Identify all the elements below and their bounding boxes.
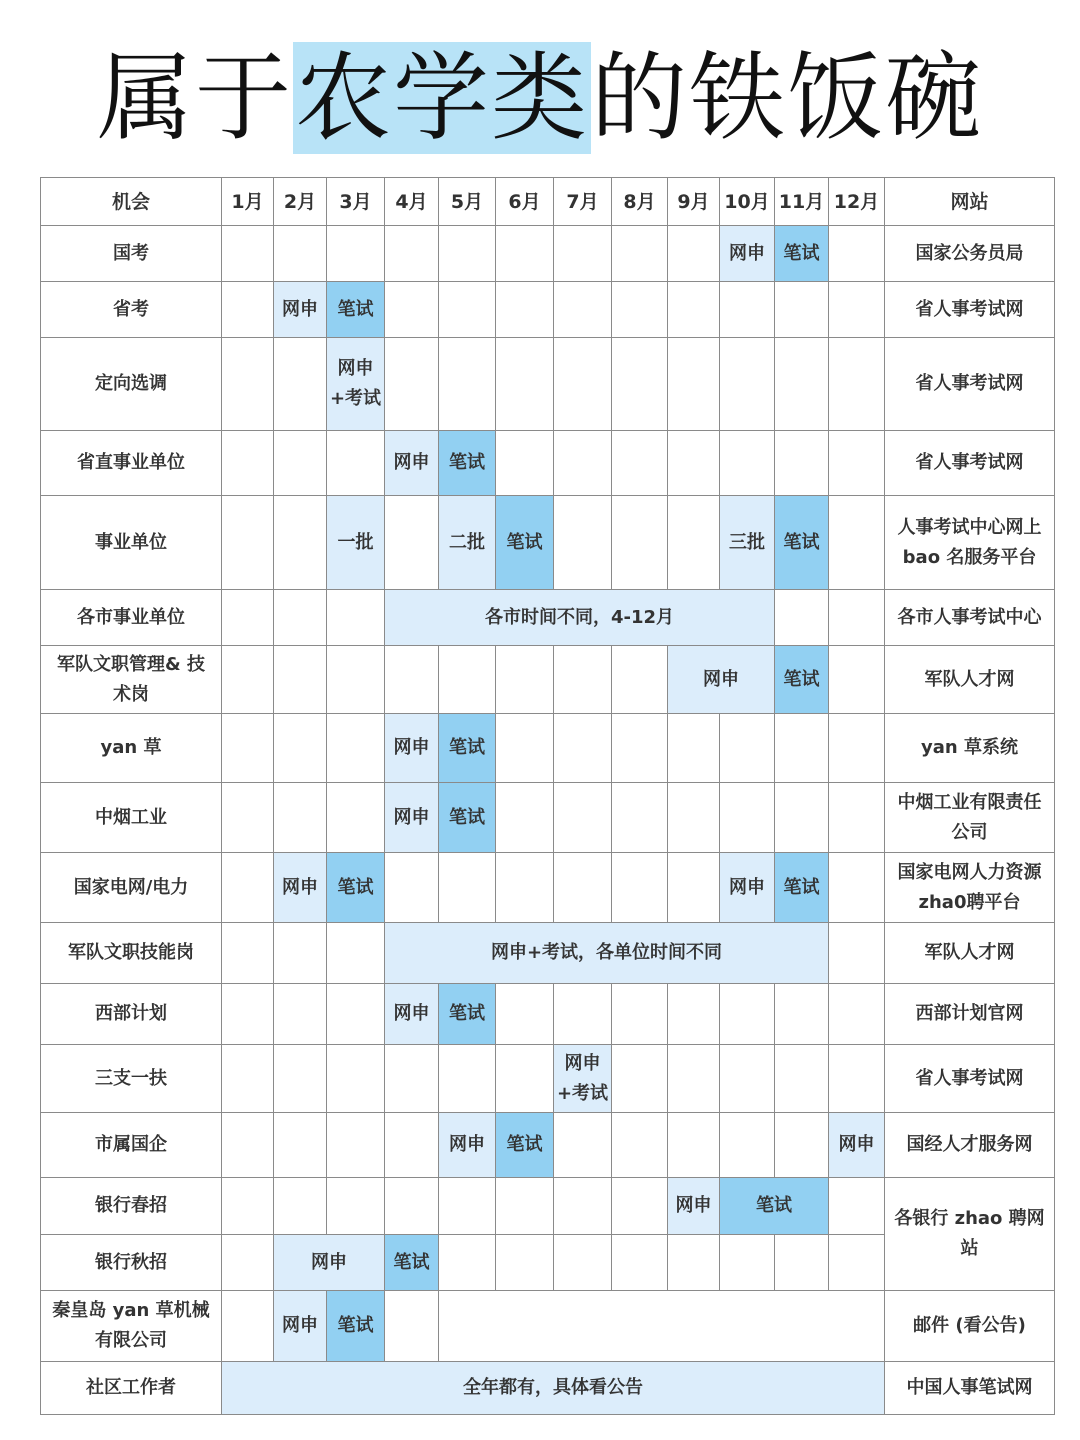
row-name: 军队文职技能岗 — [41, 923, 222, 984]
schedule-cell — [554, 1045, 612, 1113]
website-line: 国家电网人力资源 — [897, 861, 1042, 883]
row-name: 三支一扶 — [41, 1045, 222, 1113]
header-month: 1月 — [222, 178, 274, 226]
row-website: 西部计划官网 — [885, 984, 1055, 1045]
schedule-cell: 网申 — [385, 431, 439, 496]
row-name: 社区工作者 — [41, 1362, 222, 1415]
table-row — [41, 853, 1055, 923]
row-name: 国考 — [41, 226, 222, 282]
schedule-cell: 网申 — [668, 646, 775, 714]
row-website: yan 草系统 — [885, 714, 1055, 783]
schedule-cell: 全年都有，具体看公告 — [222, 1362, 885, 1415]
row-website: 国家公务员局 — [885, 226, 1055, 282]
row-name: yan 草 — [41, 714, 222, 783]
schedule-cell: 笔试 — [439, 783, 496, 853]
row-name: 事业单位 — [41, 496, 222, 590]
schedule-cell: 网申 — [829, 1113, 885, 1178]
schedule-cell: 笔试 — [327, 1291, 385, 1362]
schedule-cell: 网申 — [274, 1291, 327, 1362]
row-name — [41, 646, 222, 714]
header-month: 10月 — [720, 178, 775, 226]
row-name: 银行春招 — [41, 1178, 222, 1235]
title-highlight: 农学类 — [295, 42, 589, 154]
schedule-cell: 二批 — [439, 496, 496, 590]
website-line: zha0聘平台 — [918, 891, 1021, 913]
schedule-cell: 网申+考试，各单位时间不同 — [385, 923, 829, 984]
row-website — [885, 783, 1055, 853]
schedule-cell: 笔试 — [720, 1178, 829, 1235]
row-name: 中烟工业 — [41, 783, 222, 853]
header-month: 2月 — [274, 178, 327, 226]
cell-line: 网申 — [564, 1052, 601, 1074]
schedule-cell: 笔试 — [775, 226, 829, 282]
row-website: 省人事考试网 — [885, 1045, 1055, 1113]
header-month: 4月 — [385, 178, 439, 226]
schedule-cell: 网申 — [274, 853, 327, 923]
table-row — [41, 496, 1055, 590]
schedule-cell: 笔试 — [327, 282, 385, 338]
row-name: 银行秋招 — [41, 1235, 222, 1291]
cell-line: +考试 — [556, 1082, 609, 1104]
header-month: 12月 — [829, 178, 885, 226]
row-name: 省直事业单位 — [41, 431, 222, 496]
row-website: 军队人才网 — [885, 923, 1055, 984]
header-month: 3月 — [327, 178, 385, 226]
table-row — [41, 1291, 1055, 1362]
schedule-cell: 笔试 — [439, 431, 496, 496]
row-name: 定向选调 — [41, 338, 222, 431]
schedule-cell: 笔试 — [439, 714, 496, 783]
row-website — [885, 853, 1055, 923]
row-name: 省考 — [41, 282, 222, 338]
row-website: 省人事考试网 — [885, 431, 1055, 496]
row-name: 市属国企 — [41, 1113, 222, 1178]
header-month: 7月 — [554, 178, 612, 226]
header-month: 5月 — [439, 178, 496, 226]
name-line: 秦皇岛 yan 草机械 — [52, 1300, 210, 1321]
table-row — [41, 923, 1055, 984]
table-row — [41, 282, 1055, 338]
table-row — [41, 338, 1055, 431]
title-suffix: 的铁饭碗 — [591, 42, 983, 154]
schedule-cell: 笔试 — [775, 496, 829, 590]
website-line: 公司 — [951, 821, 988, 843]
header-month: 11月 — [775, 178, 829, 226]
table-row — [41, 1113, 1055, 1178]
schedule-cell: 网申 — [668, 1178, 720, 1235]
row-name — [41, 1291, 222, 1362]
website-line: 人事考试中心网上 — [897, 516, 1042, 538]
table-row — [41, 646, 1055, 714]
header-month: 8月 — [612, 178, 668, 226]
table-row — [41, 431, 1055, 496]
schedule-cell: 笔试 — [496, 1113, 554, 1178]
header-month: 9月 — [668, 178, 720, 226]
cell-line: 网申 — [337, 358, 374, 379]
row-website: 省人事考试网 — [885, 282, 1055, 338]
row-website — [885, 496, 1055, 590]
table-row — [41, 1362, 1055, 1415]
row-name: 各市事业单位 — [41, 590, 222, 646]
table-row — [41, 714, 1055, 783]
title-prefix: 属于 — [97, 42, 293, 154]
schedule-cell — [327, 338, 385, 431]
header-row — [41, 178, 1055, 226]
row-website: 军队人才网 — [885, 646, 1055, 714]
schedule-cell: 网申 — [274, 282, 327, 338]
row-website: 邮件 (看公告) — [885, 1291, 1055, 1362]
table-row — [41, 590, 1055, 646]
row-website: 国经人才服务网 — [885, 1113, 1055, 1178]
name-line: 术岗 — [113, 683, 149, 705]
schedule-cell: 笔试 — [496, 496, 554, 590]
name-line: 有限公司 — [95, 1330, 167, 1351]
schedule-cell: 网申 — [385, 984, 439, 1045]
website-line: 中烟工业有限责任 — [897, 791, 1042, 813]
row-name: 国家电网/电力 — [41, 853, 222, 923]
cell-line: +考试 — [329, 388, 382, 409]
name-line: 军队文职管理& 技 — [57, 653, 205, 675]
schedule-cell: 笔试 — [775, 646, 829, 714]
row-website: 省人事考试网 — [885, 338, 1055, 431]
table-row — [41, 1045, 1055, 1113]
website-line: 站 — [960, 1238, 979, 1259]
table-row — [41, 1178, 1055, 1235]
schedule-cell: 网申 — [274, 1235, 385, 1291]
row-website: 各市人事考试中心 — [885, 590, 1055, 646]
header-website: 网站 — [885, 178, 1055, 226]
page-title — [0, 28, 1080, 168]
row-website — [885, 1178, 1055, 1291]
header-month: 6月 — [496, 178, 554, 226]
schedule-cell: 各市时间不同，4-12月 — [385, 590, 775, 646]
schedule-table — [40, 177, 1055, 1415]
schedule-cell: 三批 — [720, 496, 775, 590]
header-opportunity: 机会 — [41, 178, 222, 226]
schedule-cell: 网申 — [439, 1113, 496, 1178]
website-line: bao 名服务平台 — [902, 546, 1037, 568]
table-row — [41, 226, 1055, 282]
schedule-cell: 笔试 — [439, 984, 496, 1045]
schedule-cell: 笔试 — [775, 853, 829, 923]
schedule-cell: 网申 — [385, 714, 439, 783]
table-row — [41, 783, 1055, 853]
schedule-cell: 一批 — [327, 496, 385, 590]
table-row — [41, 984, 1055, 1045]
website-line: 各银行 zhao 聘网 — [894, 1208, 1045, 1229]
schedule-cell: 网申 — [385, 783, 439, 853]
schedule-cell: 网申 — [720, 853, 775, 923]
row-website: 中国人事笔试网 — [885, 1362, 1055, 1415]
schedule-cell: 笔试 — [385, 1235, 439, 1291]
schedule-cell: 笔试 — [327, 853, 385, 923]
schedule-cell: 网申 — [720, 226, 775, 282]
row-name: 西部计划 — [41, 984, 222, 1045]
